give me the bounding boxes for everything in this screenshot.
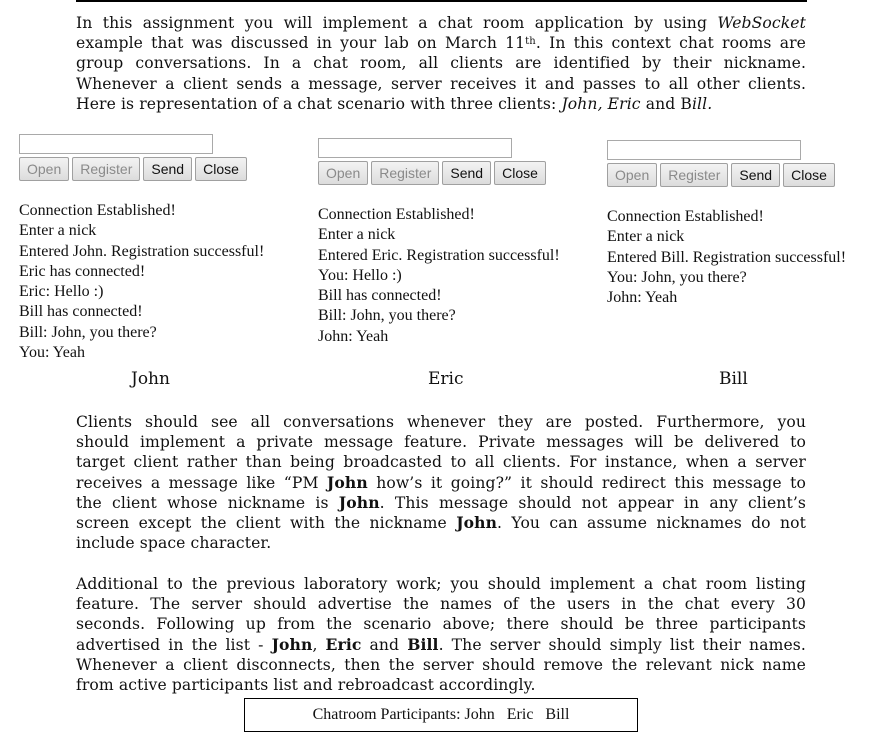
text-line: Whenever a client sends a message, server receives it and passes to all other clients.: [76, 74, 806, 93]
message-log: [19, 201, 264, 363]
log-line: Entered Eric. Registration successful!: [318, 246, 560, 264]
intro-paragraph: [76, 13, 806, 114]
text-line: from active participants list and rebroadcast accordingly.: [76, 676, 536, 695]
log-line: Enter a nick: [607, 228, 685, 246]
listing-paragraph: [76, 574, 806, 695]
open-button[interactable]: Open: [607, 163, 657, 187]
send-button[interactable]: Send: [143, 157, 192, 181]
italic-text: John, Eric: [561, 94, 641, 113]
bold-text: John: [326, 472, 368, 492]
nickname-input[interactable]: [318, 138, 512, 158]
bold-text: John: [338, 492, 380, 512]
log-line: John: Yeah: [318, 327, 389, 345]
text-line: seconds. Following up from the scenario above; there should be three participants: [76, 615, 806, 634]
bold-text: John: [456, 513, 498, 533]
text-line: should implement a private message feature. Private messages will be delivered to: [76, 433, 806, 452]
text-line: advertised in the list - John, Eric and Bill. The server should simply list their names.: [76, 634, 806, 654]
close-button[interactable]: Close: [195, 157, 247, 181]
register-button[interactable]: Register: [371, 161, 439, 185]
register-button[interactable]: Register: [660, 163, 728, 187]
log-line: Bill: John, you there?: [318, 307, 456, 325]
text-line: feature. The server should advertise the names of the users in the chat every 30: [76, 595, 806, 614]
client-label-bill: Bill: [719, 369, 748, 389]
log-line: Entered Bill. Registration successful!: [607, 248, 847, 266]
text-line: example that was discussed in your lab on March 11th. In this context chat rooms are: [76, 34, 806, 53]
text-line: include space character.: [76, 534, 272, 553]
top-rule: [76, 0, 807, 2]
message-log: [318, 205, 560, 347]
log-line: You: John, you there?: [607, 268, 747, 286]
button-row: [607, 163, 835, 187]
log-line: Connection Established!: [318, 206, 475, 223]
text-line: Additional to the previous laboratory work; you should implement a chat room listing: [76, 575, 806, 593]
register-button[interactable]: Register: [72, 157, 140, 181]
italic-text: WebSocket: [717, 14, 806, 32]
send-button[interactable]: Send: [731, 163, 780, 187]
client-label-john: John: [131, 369, 170, 389]
button-row: [19, 157, 247, 181]
nickname-input[interactable]: [19, 134, 213, 154]
log-line: Bill has connected!: [318, 287, 442, 305]
nickname-input[interactable]: [607, 140, 801, 160]
log-line: Entered John. Registration successful!: [19, 242, 265, 260]
log-line: You: Yeah: [19, 344, 85, 362]
bold-text: Bill: [407, 634, 439, 654]
close-button[interactable]: Close: [494, 161, 546, 185]
message-log: [607, 207, 846, 308]
italic-text: ill.: [691, 94, 713, 113]
log-line: Eric has connected!: [19, 262, 146, 280]
bold-text: John: [271, 634, 313, 654]
log-line: Bill has connected!: [19, 303, 143, 321]
text-line: In this assignment you will implement a chat room application by using WebSocket: [76, 14, 806, 32]
text-line: Clients should see all conversations whenever they are posted. Furthermore, you: [76, 413, 806, 431]
open-button[interactable]: Open: [19, 157, 69, 181]
log-line: Connection Established!: [607, 208, 764, 225]
log-line: Enter a nick: [19, 222, 97, 240]
log-line: Eric: Hello :): [19, 283, 104, 301]
private-message-paragraph: [76, 412, 806, 553]
text-line: screen except the client with the nickname John. You can assume nicknames do not: [76, 513, 806, 533]
button-row: [318, 161, 546, 185]
log-line: John: Yeah: [607, 289, 678, 307]
text-line: receives a message like “PM John how’s it going?” it should redirect this message to: [76, 472, 806, 492]
log-line: Bill: John, you there?: [19, 323, 157, 341]
text-line: group conversations. In a chat room, all clients are identified by their nickname.: [76, 54, 806, 73]
text-line: target client rather than being broadcasted to all clients. For instance, when a server: [76, 453, 806, 472]
text-line: Whenever a client disconnects, then the server should remove the relevant nick name: [76, 655, 806, 674]
send-button[interactable]: Send: [442, 161, 491, 185]
log-line: Connection Established!: [19, 202, 176, 219]
bold-text: Eric: [325, 634, 362, 654]
log-line: You: Hello :): [318, 266, 402, 284]
text-line: Here is representation of a chat scenario with three clients: John, Eric and Bill.: [76, 94, 713, 113]
client-label-eric: Eric: [428, 369, 464, 389]
open-button[interactable]: Open: [318, 161, 368, 185]
text-line: the client whose nickname is John. This message should not appear in any client’s: [76, 492, 806, 512]
close-button[interactable]: Close: [783, 163, 835, 187]
superscript: th: [525, 36, 536, 48]
log-line: Enter a nick: [318, 226, 396, 244]
participants-box: Chatroom Participants: John Eric Bill: [244, 698, 638, 732]
